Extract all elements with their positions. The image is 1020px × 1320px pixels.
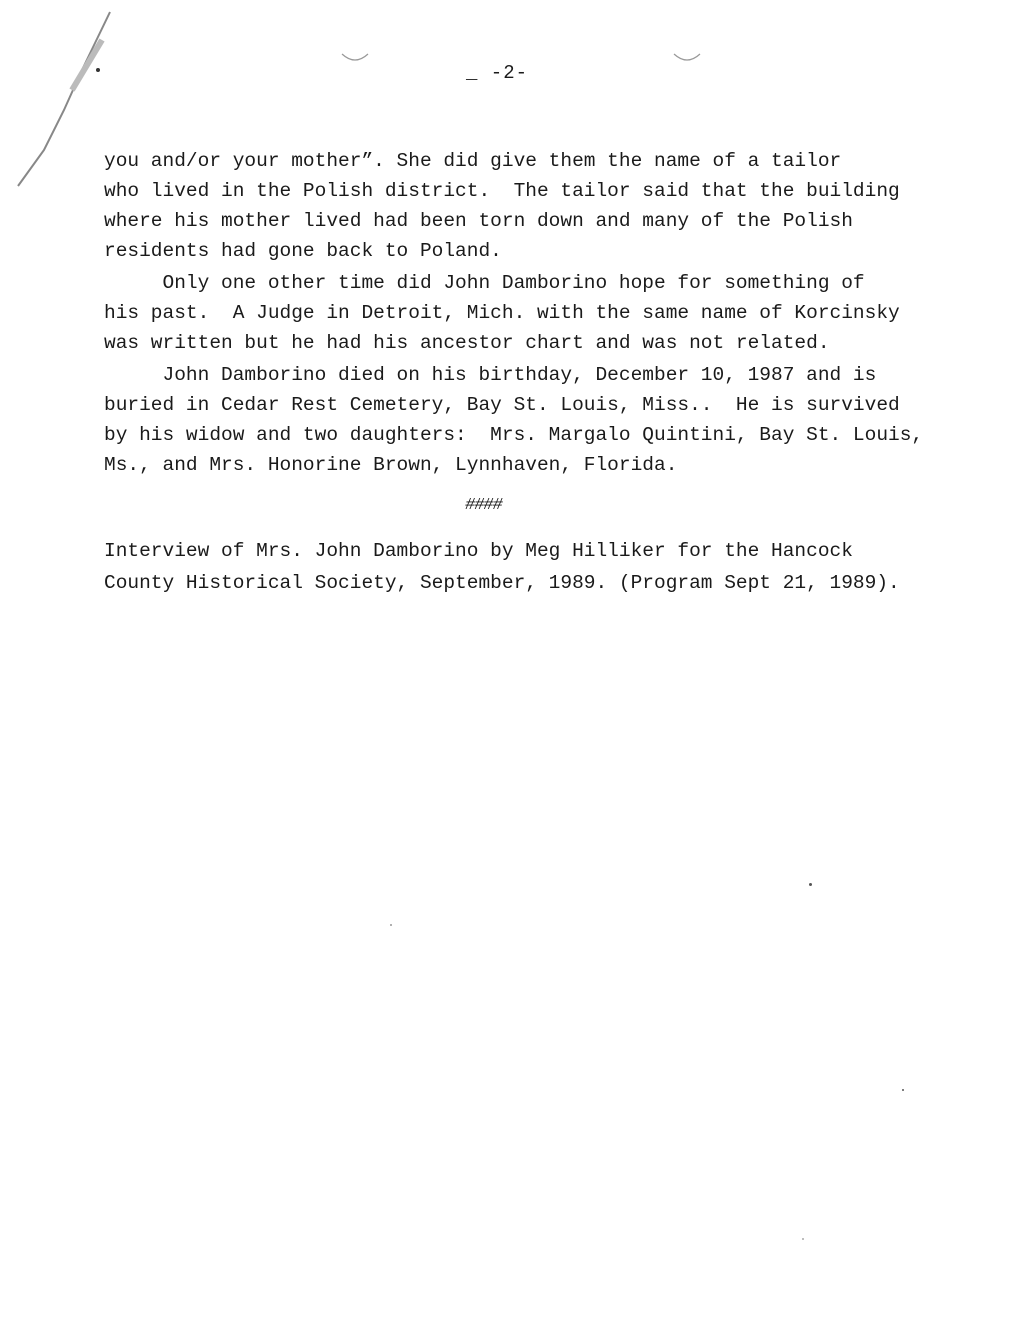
body-line: where his mother lived had been torn down and many of the Polish: [104, 210, 853, 232]
body-line: John Damborino died on his birthday, December 10, 1987 and is: [104, 364, 877, 386]
body-line: Only one other time did John Damborino hope for something of: [104, 272, 865, 294]
footer-line: County Historical Society, September, 1989. (Program Sept 21, 1989).: [104, 572, 900, 594]
body-line: residents had gone back to Poland.: [104, 240, 502, 262]
body-line: was written but he had his ancestor chart and was not related.: [104, 332, 830, 354]
paper-speck: [809, 883, 812, 886]
paper-speck: [390, 924, 392, 926]
body-line: who lived in the Polish district. The tailor said that the building: [104, 180, 900, 202]
paper-speck: [902, 1089, 904, 1091]
page-number: _ -2-: [466, 62, 529, 84]
binder-hole-mark-left: [340, 48, 370, 68]
binder-hole-mark-right: [672, 48, 702, 68]
section-divider: ####: [465, 496, 502, 515]
body-line: buried in Cedar Rest Cemetery, Bay St. Louis, Miss.. He is survived: [104, 394, 900, 416]
body-line: his past. A Judge in Detroit, Mich. with the same name of Korcinsky: [104, 302, 900, 324]
body-line: you and/or your mother”. She did give them the name of a tailor: [104, 150, 842, 172]
body-line: Ms., and Mrs. Honorine Brown, Lynnhaven, Florida.: [104, 454, 678, 476]
footer-line: Interview of Mrs. John Damborino by Meg Hilliker for the Hancock: [104, 540, 853, 562]
paper-speck: [802, 1238, 804, 1240]
body-line: by his widow and two daughters: Mrs. Margalo Quintini, Bay St. Louis,: [104, 424, 924, 446]
